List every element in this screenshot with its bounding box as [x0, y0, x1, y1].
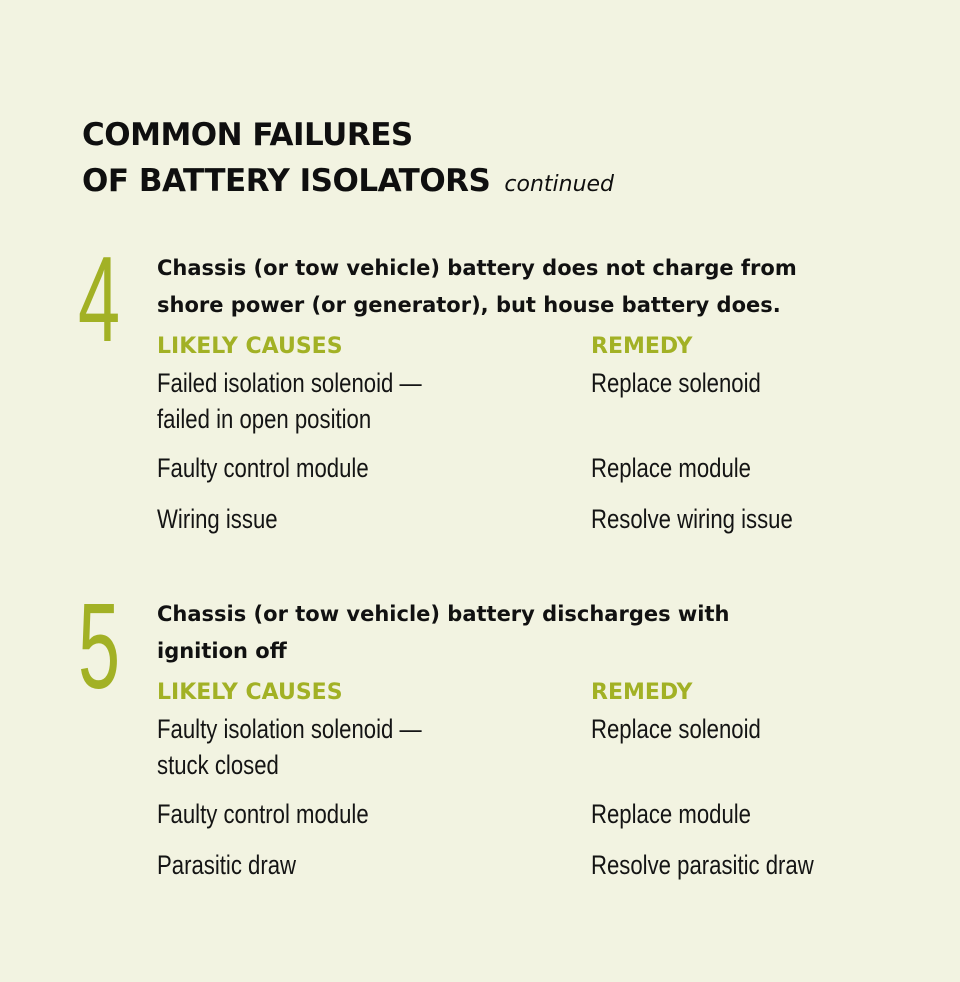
section-number: 5 [78, 578, 121, 714]
cause-line-2: stuck closed [157, 750, 279, 780]
problem-statement [157, 250, 917, 324]
section-number: 4 [78, 231, 121, 367]
cause-line-1: Faulty control module [157, 453, 369, 483]
remedy-cell: Resolve wiring issue [591, 504, 793, 534]
remedy-cell: Resolve parasitic draw [591, 850, 814, 880]
remedy-cell: Replace module [591, 799, 752, 829]
title-line-2 [82, 158, 614, 208]
page-title [82, 112, 614, 208]
cause-line-1: Faulty isolation solenoid — [157, 714, 422, 744]
title-line-1: COMMON FAILURES [82, 117, 413, 153]
problem-line-1: Chassis (or tow vehicle) battery does not charge from [157, 256, 797, 280]
cause-cell [157, 711, 422, 783]
cause-line-1: Wiring issue [157, 504, 278, 534]
remedy-cell: Replace solenoid [591, 714, 761, 744]
problem-line-2: ignition off [157, 639, 287, 663]
cause-cell [157, 450, 369, 486]
likely-causes-header: LIKELY CAUSES [157, 334, 343, 359]
problem-line-1: Chassis (or tow vehicle) battery discharges with [157, 602, 730, 626]
remedy-cell: Replace module [591, 453, 752, 483]
remedy-cell: Replace solenoid [591, 368, 761, 398]
title-continued: continued [504, 172, 615, 197]
cause-line-2: failed in open position [157, 404, 372, 434]
likely-causes-header: LIKELY CAUSES [157, 680, 343, 705]
cause-line-1: Parasitic draw [157, 850, 297, 880]
remedy-header: REMEDY [591, 680, 693, 705]
cause-cell [157, 501, 278, 537]
cause-cell [157, 796, 369, 832]
cause-cell [157, 847, 296, 883]
problem-statement [157, 596, 917, 670]
remedy-header: REMEDY [591, 334, 693, 359]
cause-line-1: Faulty control module [157, 799, 369, 829]
title-line-2-text: OF BATTERY ISOLATORS [82, 163, 491, 199]
cause-cell [157, 365, 422, 437]
cause-line-1: Failed isolation solenoid — [157, 368, 422, 398]
problem-line-2: shore power (or generator), but house battery does. [157, 293, 781, 317]
